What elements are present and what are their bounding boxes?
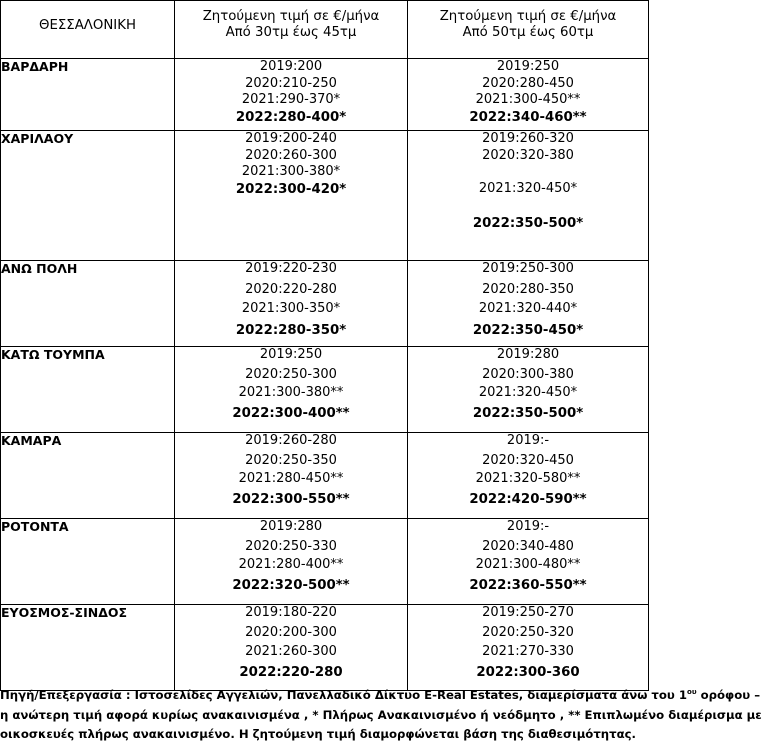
price-2021: 2021:270-330: [482, 644, 574, 659]
price-2022: 2022:300-400**: [232, 405, 350, 421]
footnote-line: [0, 686, 761, 706]
area-name: ΧΑΡΙΛΑΟΥ: [1, 131, 175, 261]
footnote-text: Πηγή/Επεξεργασία : Ιστοσελίδες Αγγελιών, Πανελλαδικό Δίκτυο E-Real Estates, διαμερίσματα άνω του 1: [0, 688, 688, 702]
area-name: ΡΟΤΟΝΤΑ: [1, 519, 175, 605]
price-2019: 2019:260-280: [245, 433, 337, 448]
price-2021: 2021:320-440*: [478, 301, 578, 316]
price-2022: 2022:360-550**: [469, 577, 587, 593]
price-2022: 2022:340-460**: [469, 109, 587, 125]
footnote-line: η ανώτερη τιμή αφορά κυρίως ανακαινισμένα , * Πλήρως Ανακαινισμένο ή νεόδμητο , ** Επιπλωμένο διαμέρισμα με: [0, 707, 762, 722]
price-2022: 2022:350-500*: [472, 215, 584, 231]
price-2020: 2020:250-320: [482, 624, 574, 640]
price-2020: 2020:260-300: [245, 147, 337, 163]
price-2022: 2022:320-500**: [232, 577, 350, 593]
table-header-row: [1, 1, 649, 59]
price-2019: 2019:220-230: [245, 261, 337, 276]
price-cell: [175, 347, 408, 433]
price-2019: 2019:-: [506, 519, 550, 534]
table-row: [1, 59, 649, 131]
price-cell: [408, 433, 649, 519]
table-row: [1, 261, 649, 347]
price-2020: 2020:300-380: [482, 366, 574, 382]
footnote-superscript: ου: [687, 688, 697, 697]
price-2020: 2020:210-250: [245, 75, 337, 91]
price-2022: 2022:280-400*: [235, 109, 347, 125]
price-2020: 2020:280-350: [482, 281, 574, 297]
table-row: [1, 433, 649, 519]
price-2020: 2020:220-280: [245, 281, 337, 297]
price-2022: 2022:220-280: [239, 664, 343, 680]
price-2019: 2019:200-240: [245, 131, 337, 146]
table-row: [1, 131, 649, 261]
price-2021: 2021:320-580**: [475, 471, 581, 486]
price-2022: 2022:420-590**: [469, 491, 587, 507]
price-2019: 2019:250: [496, 59, 560, 74]
price-2022: 2022:280-350*: [235, 322, 347, 338]
price-2019: 2019:250: [259, 347, 323, 362]
price-cell: [408, 131, 649, 261]
price-2020: 2020:250-330: [245, 538, 337, 554]
price-2019: 2019:-: [506, 433, 550, 448]
price-2022: 2022:300-360: [476, 664, 580, 680]
price-2021: 2021:290-370*: [241, 92, 341, 107]
header-size-30-45: [175, 1, 408, 59]
price-2019: 2019:260-320: [482, 131, 574, 146]
area-name: ΚΑΤΩ ΤΟΥΜΠΑ: [1, 347, 175, 433]
price-cell: [408, 59, 649, 131]
header-line: Από 30τμ έως 45τμ: [225, 25, 357, 40]
price-2021: 2021:300-380*: [241, 164, 341, 179]
price-2019: 2019:250-300: [482, 261, 574, 276]
price-2019: 2019:180-220: [245, 605, 337, 620]
price-2020: 2020:320-380: [482, 147, 574, 163]
area-name: ΕΥΟΣΜΟΣ-ΣΙΝΔΟΣ: [1, 605, 175, 691]
price-2021: 2021:300-450**: [475, 92, 581, 107]
source-footnote: [0, 686, 762, 745]
price-2022: 2022:350-450*: [472, 322, 584, 338]
header-line: Ζητούμενη τιμή σε €/μήνα: [439, 9, 617, 24]
table-row: [1, 605, 649, 691]
price-2021: 2021:300-350*: [241, 301, 341, 316]
header-city: [1, 1, 175, 59]
price-cell: [175, 59, 408, 131]
price-2021: 2021:280-450**: [238, 471, 344, 486]
price-cell: [175, 519, 408, 605]
price-cell: [175, 261, 408, 347]
price-2021: 2021:280-400**: [238, 557, 344, 572]
price-2019: 2019:250-270: [482, 605, 574, 620]
price-2019: 2019:280: [496, 347, 560, 362]
table-row: [1, 347, 649, 433]
footnote-line: οικοσκευές πλήρως ανακαινισμένο. Η ζητούμενη τιμή διαμορφώνεται βάση της διαθεσιμότητας.: [0, 727, 636, 741]
price-2022: 2022:350-500*: [472, 405, 584, 421]
price-2020: 2020:250-300: [245, 366, 337, 382]
price-2021: 2021:320-450*: [478, 181, 578, 196]
price-cell: [175, 131, 408, 261]
price-2021: 2021:260-300: [245, 644, 337, 659]
price-2021: 2021:300-380**: [238, 385, 344, 400]
price-2020: 2020:200-300: [245, 624, 337, 640]
price-cell: [408, 519, 649, 605]
price-2019: 2019:200: [259, 59, 323, 74]
price-cell: [408, 261, 649, 347]
area-name: ΒΑΡΔΑΡΗ: [1, 59, 175, 131]
price-2020: 2020:280-450: [482, 75, 574, 91]
area-name: ΑΝΩ ΠΟΛΗ: [1, 261, 175, 347]
header-line: Από 50τμ έως 60τμ: [462, 25, 594, 40]
area-name: ΚΑΜΑΡΑ: [1, 433, 175, 519]
price-cell: [175, 433, 408, 519]
header-city-label: ΘΕΣΣΑΛΟΝΙΚΗ: [39, 17, 136, 33]
price-cell: [408, 347, 649, 433]
price-2022: 2022:300-420*: [235, 181, 347, 197]
price-2020: 2020:340-480: [482, 538, 574, 554]
header-size-50-60: [408, 1, 649, 59]
price-cell: [408, 605, 649, 691]
price-cell: [175, 605, 408, 691]
price-2021: 2021:300-480**: [475, 557, 581, 572]
price-2021: 2021:320-450*: [478, 385, 578, 400]
footnote-text: ορόφου –: [696, 688, 761, 702]
price-2022: 2022:300-550**: [232, 491, 350, 507]
price-2020: 2020:320-450: [482, 452, 574, 468]
price-2020: 2020:250-350: [245, 452, 337, 468]
table-row: [1, 519, 649, 605]
price-2019: 2019:280: [259, 519, 323, 534]
header-line: Ζητούμενη τιμή σε €/μήνα: [202, 9, 380, 24]
